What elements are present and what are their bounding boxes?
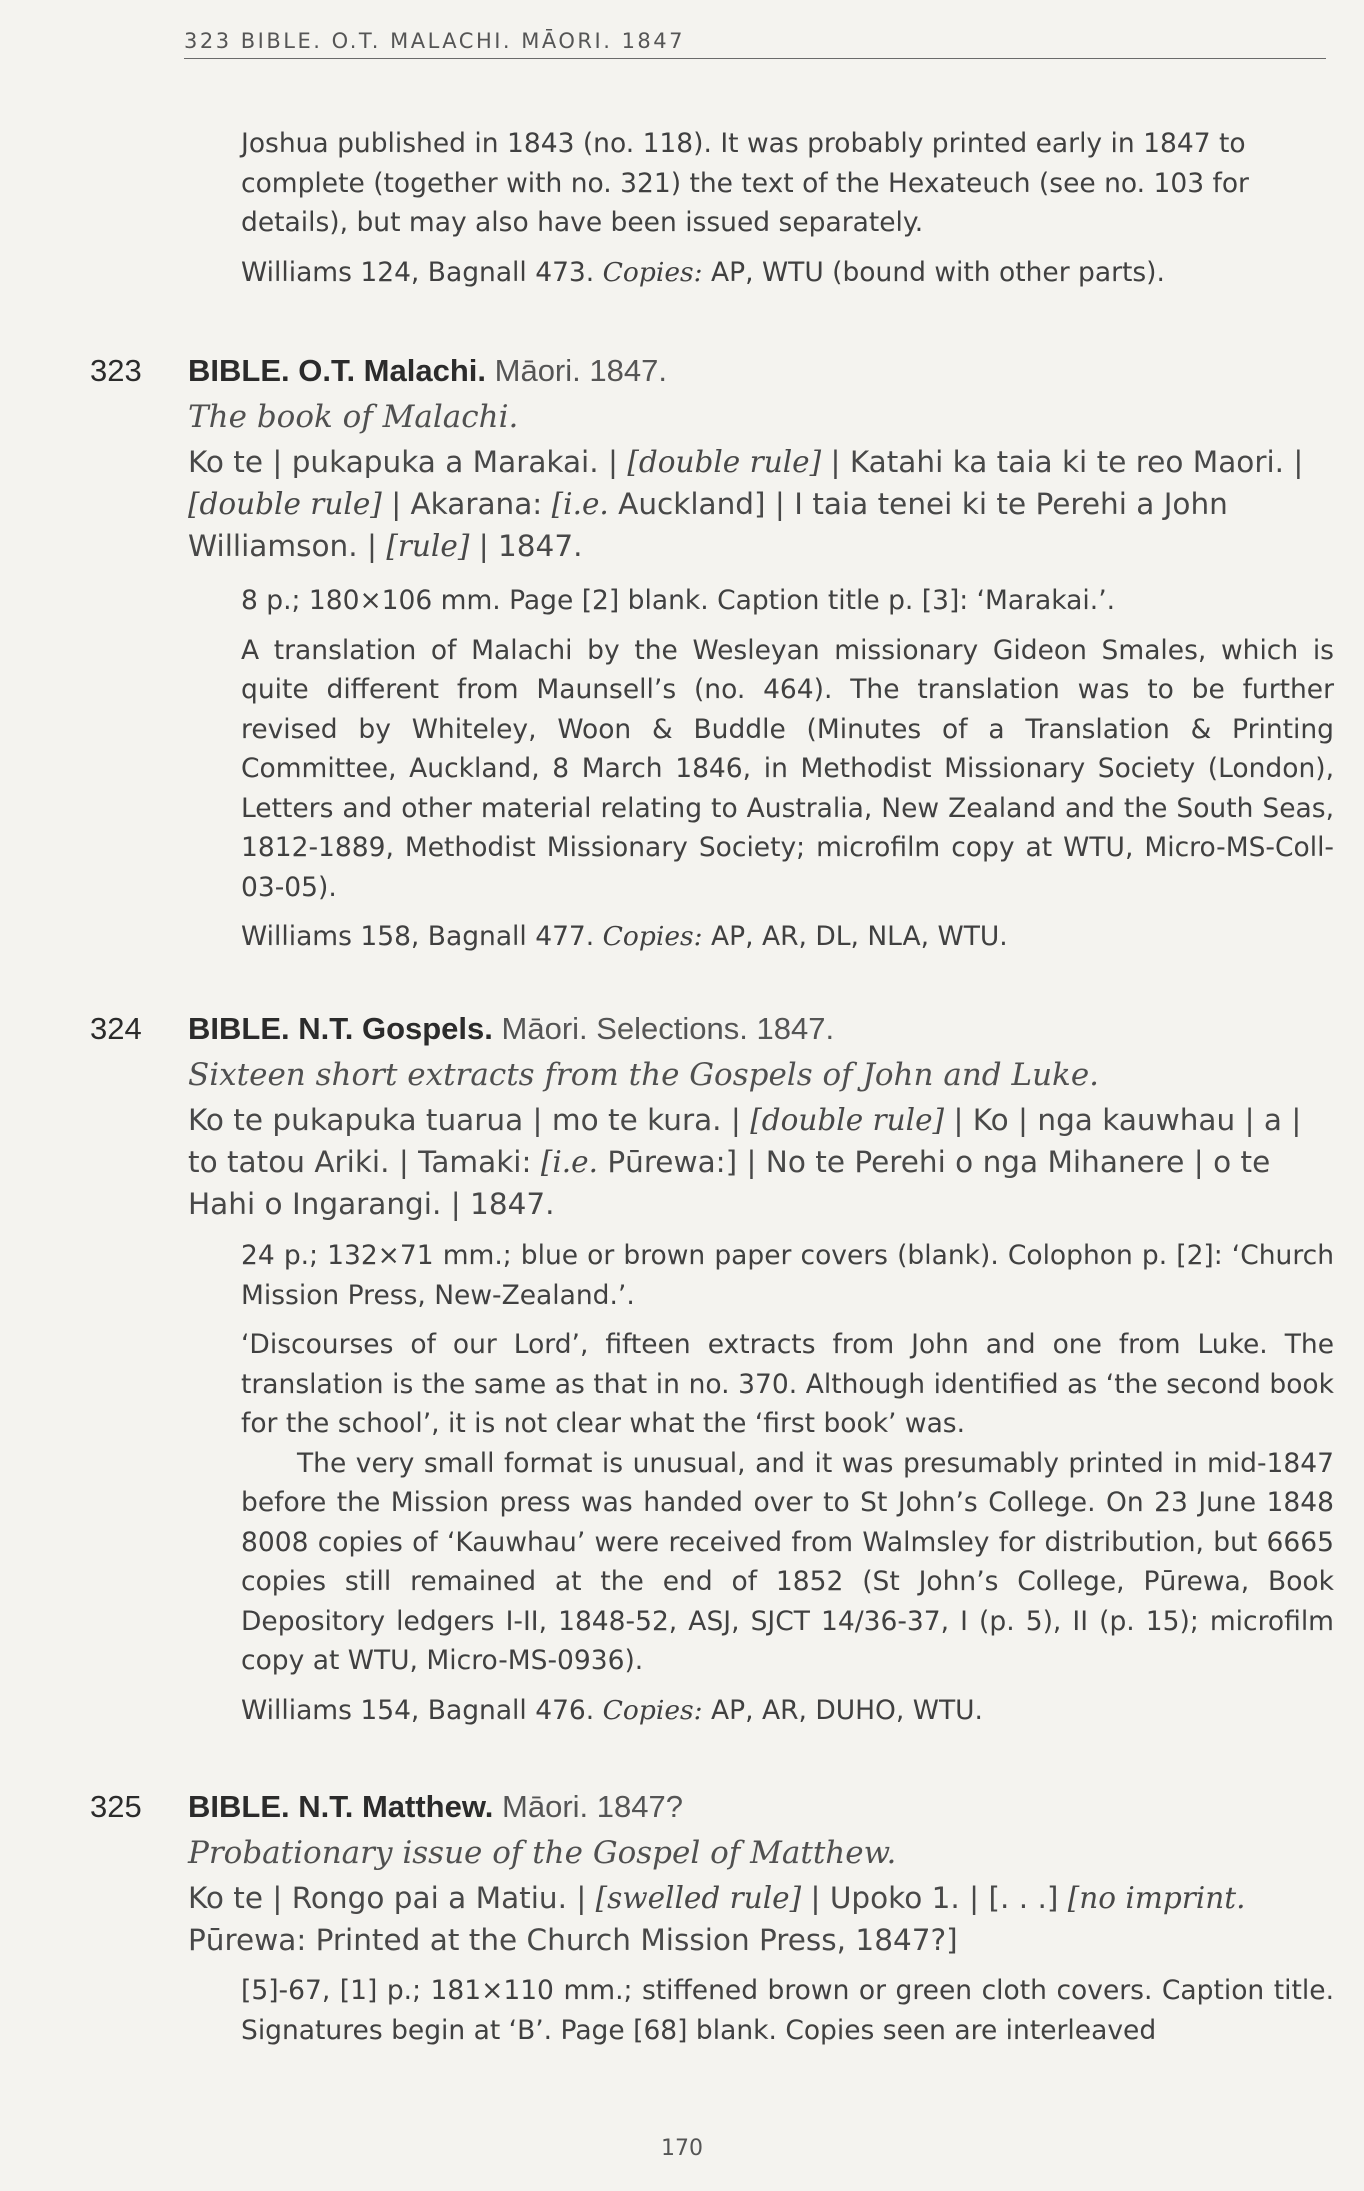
note: ‘Discourses of our Lord’, fifteen extracts from John and one from Luke. The translation is the same as that in no. 370. Although identified as ‘the second book for the school’, it is not clear what the ‘first book’ was. bbox=[241, 1329, 1334, 1439]
heading-bold: BIBLE. N.T. Matthew. bbox=[188, 1789, 494, 1824]
entry-description bbox=[241, 581, 1334, 957]
heading-rest: Māori. 1847? bbox=[502, 1789, 683, 1824]
page-number: 170 bbox=[661, 2136, 703, 2161]
entry-description bbox=[241, 1971, 1334, 2050]
copies-label: Copies: bbox=[602, 1694, 703, 1726]
collation: 24 p.; 132×71 mm.; blue or brown paper covers (blank). Colophon p. [2]: ‘Church Mission Press, New-Zealand.’. bbox=[241, 1240, 1334, 1311]
copies: AP, AR, DUHO, WTU. bbox=[710, 1694, 983, 1726]
entry-title: The book of Malachi. bbox=[188, 399, 519, 435]
copies: AP, WTU (bound with other parts). bbox=[710, 256, 1165, 288]
running-head: 323 BIBLE. O.T. MALACHI. MĀORI. 1847 bbox=[184, 24, 1326, 59]
continuation-refs-line bbox=[241, 253, 1331, 293]
continuation-paragraph: Joshua published in 1843 (no. 118). It was probably printed early in 1847 to complete (together with no. 321) the text of the Hexateuch (see no. 103 for details), but may also have been issued separately. bbox=[241, 128, 1249, 238]
refs-line bbox=[241, 1691, 1334, 1731]
refs: Williams 124, Bagnall 473. bbox=[241, 256, 595, 288]
title-transcription: Ko te | pukapuka a Marakai. | [double rule] | Katahi ka taia ki te reo Maori. | [double rule] | Akarana: [i.e. Auckland] | I taia tenei ki te Perehi a John Williamson. | [rule] | 1847. bbox=[188, 445, 1304, 563]
entry-number: 324 bbox=[90, 1011, 142, 1046]
collation: [5]-67, [1] p.; 181×110 mm.; stiffened brown or green cloth covers. Caption title. Signatures begin at ‘B’. Page [68] blank. Copies seen are interleaved bbox=[241, 1975, 1334, 2046]
entry-heading bbox=[188, 1789, 683, 1825]
copies-label: Copies: bbox=[602, 921, 703, 952]
refs: Williams 154, Bagnall 476. bbox=[241, 1694, 595, 1726]
note: The very small format is unusual, and it was presumably printed in mid-1847 before the Mission press was handed over to St John’s College. On 23 June 1848 8008 copies of ‘Kauwhau’ were received from Walmsley for distribution, but 6665 copies still remained at the end of 1852 (St John’s College, Pūrewa, Book Depository ledgers I-II, 1848-52, ASJ, SJCT 14/36-37, I (p. 5), II (p. 15); microfilm copy at WTU, Micro-MS-0936). bbox=[241, 1447, 1334, 1676]
heading-bold: BIBLE. N.T. Gospels. bbox=[188, 1011, 493, 1046]
title-transcription: Ko te pukapuka tuarua | mo te kura. | [double rule] | Ko | nga kauwhau | a | to tatou Ariki. | Tamaki: [i.e. Pūrewa:] | No te Perehi o nga Mihanere | o te Hahi o Ingarangi. | 1847. bbox=[188, 1103, 1302, 1221]
heading-rest: Māori. 1847. bbox=[494, 353, 667, 388]
continuation-text bbox=[241, 124, 1331, 292]
copies-label: Copies: bbox=[602, 256, 703, 288]
heading-bold: BIBLE. O.T. Malachi. bbox=[188, 353, 486, 388]
entry-title: Sixteen short extracts from the Gospels of John and Luke. bbox=[188, 1057, 1100, 1093]
heading-rest: Māori. Selections. 1847. bbox=[501, 1011, 835, 1046]
entry-heading bbox=[188, 353, 667, 389]
entry-title: Probationary issue of the Gospel of Matthew. bbox=[188, 1835, 897, 1871]
note: A translation of Malachi by the Wesleyan missionary Gideon Smales, which is quite different from Maunsell’s (no. 464). The translation was to be further revised by Whiteley, Woon & Buddle (Minutes of a Translation & Printing Committee, Auckland, 8 March 1846, in Methodist Missionary Society (London), Letters and other material relating to Australia, New Zealand and the South Seas, 1812-1889, Methodist Missionary Society; microfilm copy at WTU, Micro-MS-Coll-03-05). bbox=[241, 634, 1334, 903]
title-transcription: Ko te | Rongo pai a Matiu. | [swelled rule] | Upoko 1. | [. . .] [no imprint. Pūrewa: Printed at the Church Mission Press, 1847?] bbox=[188, 1881, 1246, 1957]
refs-line bbox=[241, 917, 1334, 957]
entry-number: 325 bbox=[90, 1789, 142, 1824]
copies: AP, AR, DL, NLA, WTU. bbox=[710, 921, 1008, 952]
entry-heading bbox=[188, 1011, 834, 1047]
entry-description bbox=[241, 1236, 1334, 1730]
refs: Williams 158, Bagnall 477. bbox=[241, 921, 595, 952]
collation: 8 p.; 180×106 mm. Page [2] blank. Caption title p. [3]: ‘Marakai.’. bbox=[241, 585, 1116, 616]
entry-number: 323 bbox=[90, 353, 142, 388]
